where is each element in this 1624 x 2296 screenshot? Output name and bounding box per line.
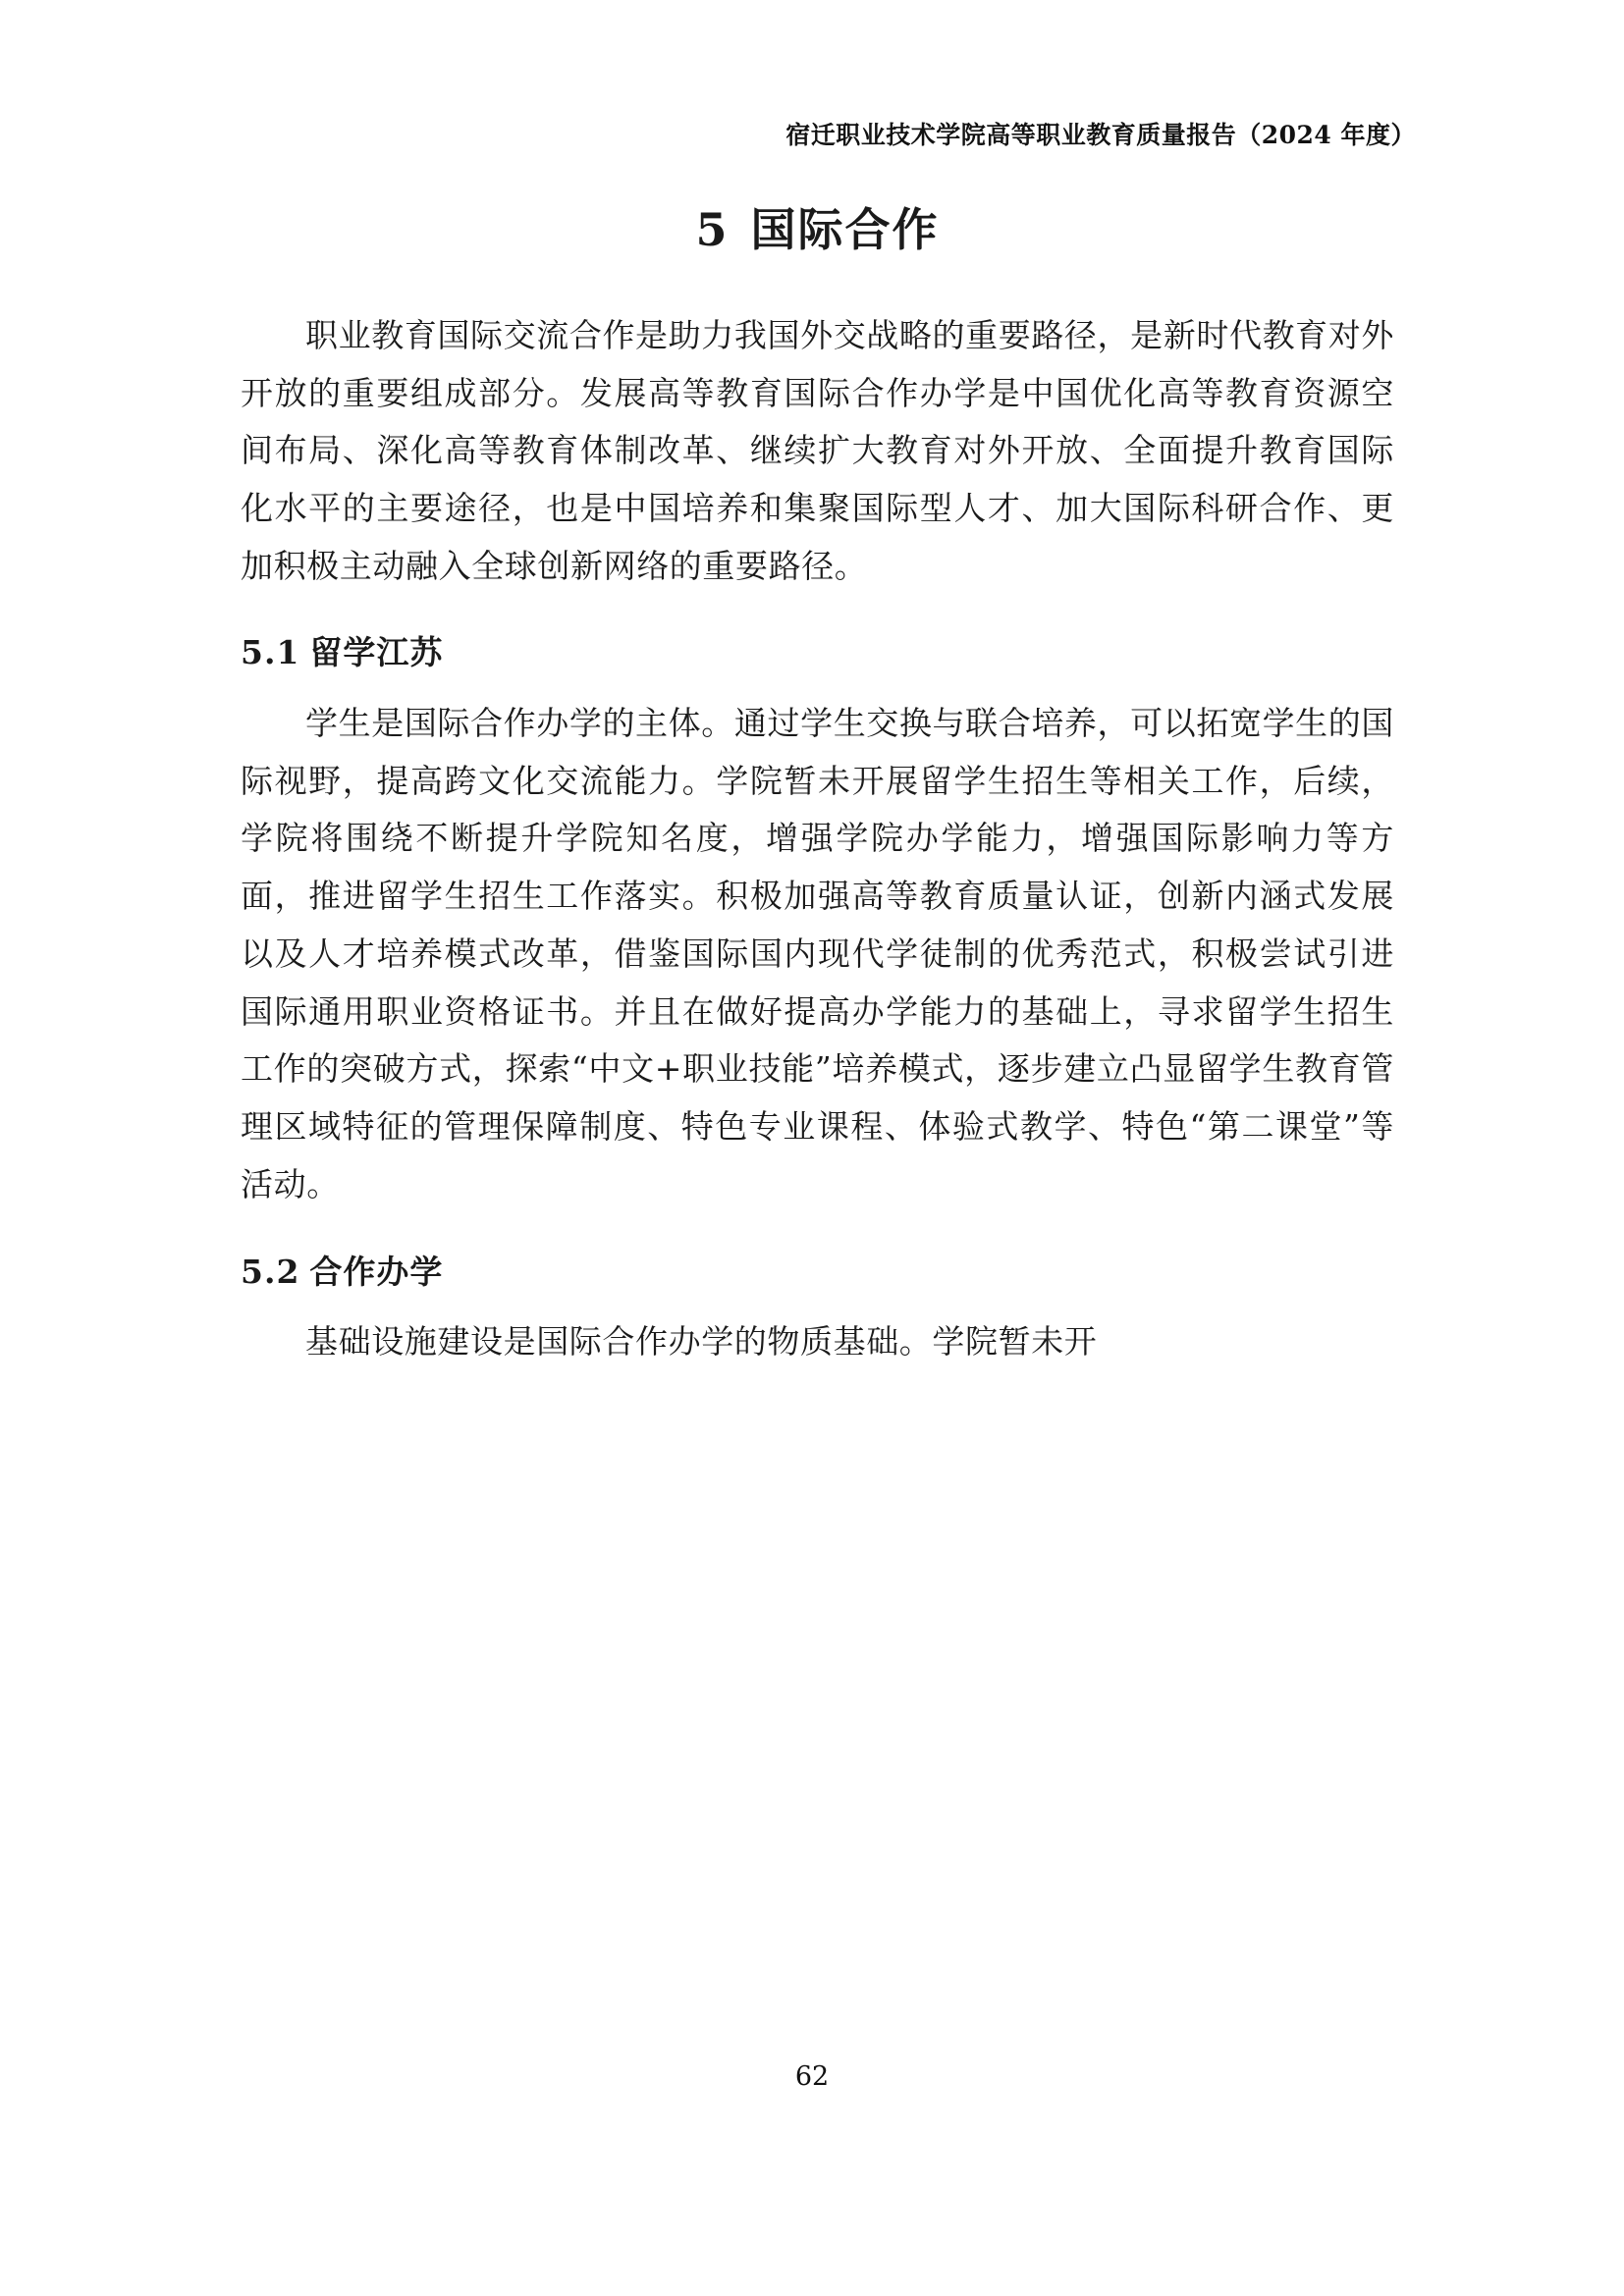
section-number-5-1: 5.1 — [241, 633, 300, 672]
section-paragraph-5-1: 学生是国际合作办学的主体。通过学生交换与联合培养，可以拓宽学生的国际视野，提高跨文化交流能力。学院暂未开展留学生招生等相关工作，后续，学院将围绕不断提升学院知名度，增强学院办学能力，增强国际影响力等方面，推进留学生招生工作落实。积极加强高等教育质量认证，创新内涵式发展以及人才培养模式改革，借鉴国际国内现代学徒制的优秀范式，积极尝试引进国际通用职业资格证书。并且在做好提高办学能力的基础上，寻求留学生招生工作的突破方式，探索“中文+职业技能”培养模式，逐步建立凸显留学生教育管理区域特征的管理保障制度、特色专业课程、体验式教学、特色“第二课堂”等活动。 — [241, 703, 1394, 1203]
chapter-heading — [241, 201, 1394, 260]
running-header: 宿迁职业技术学院高等职业教育质量报告（2024 年度） — [785, 121, 1416, 149]
section-heading-5-2 — [241, 1248, 1394, 1297]
chapter-number: 5 — [695, 203, 730, 256]
section-title-text-5-2: 合作办学 — [309, 1252, 444, 1291]
section-number-5-2: 5.2 — [241, 1252, 300, 1291]
section-heading-5-1 — [241, 628, 1394, 677]
page-number: 62 — [794, 2061, 830, 2092]
section-paragraph-5-2: 基础设施建设是国际合作办学的物质基础。学院暂未开 — [305, 1322, 1098, 1362]
section-title-text-5-1: 留学江苏 — [309, 633, 444, 672]
chapter-title-text: 国际合作 — [750, 203, 940, 256]
intro-paragraph: 职业教育国际交流合作是助力我国外交战略的重要路径，是新时代教育对外开放的重要组成部分。发展高等教育国际合作办学是中国优化高等教育资源空间布局、深化高等教育体制改革、继续扩大教育对外开放、全面提升教育国际化水平的主要途径，也是中国培养和集聚国际型人才、加大国际科研合作、更加积极主动融入全球创新网络的重要路径。 — [241, 315, 1394, 585]
page-content — [241, 201, 1394, 1385]
